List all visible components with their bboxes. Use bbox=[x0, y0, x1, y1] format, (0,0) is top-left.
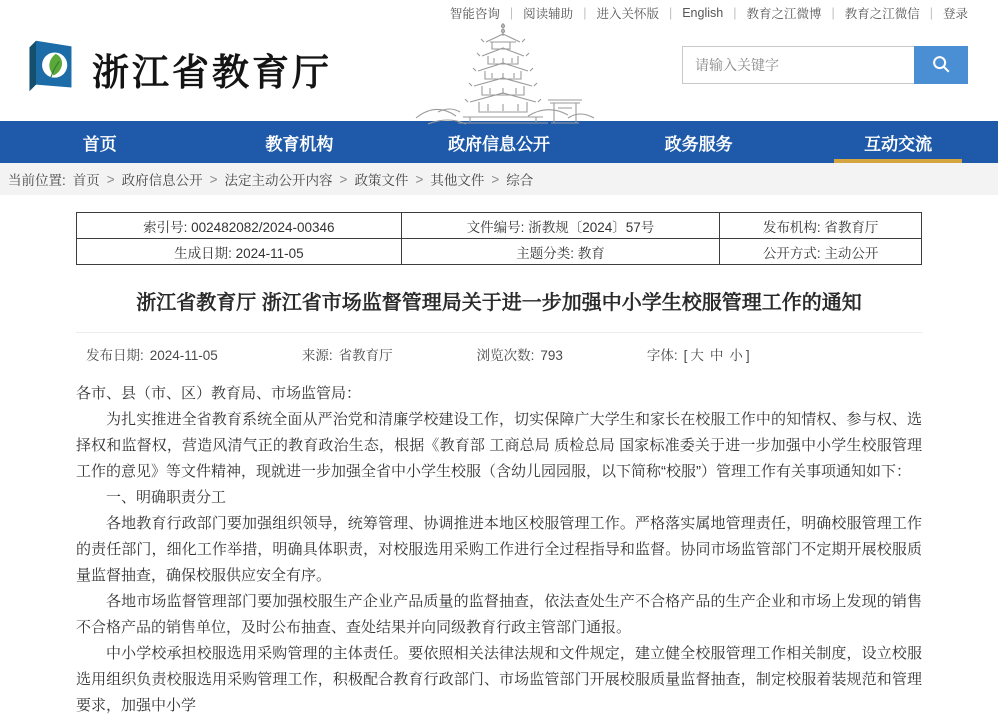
topbar-link-weibo[interactable]: 教育之江微博 bbox=[746, 7, 822, 21]
nav-item-interaction[interactable]: 互动交流 bbox=[798, 121, 998, 163]
document-content bbox=[76, 212, 922, 719]
topbar-divider: | bbox=[509, 6, 514, 20]
breadcrumb-prefix: 当前位置: bbox=[8, 173, 66, 188]
font-size-large-button[interactable]: 大 bbox=[690, 348, 704, 363]
font-size-small-button[interactable]: 小 bbox=[729, 348, 743, 363]
topbar-divider: | bbox=[733, 6, 737, 20]
topbar-divider: | bbox=[668, 6, 673, 20]
font-size-control bbox=[647, 344, 750, 364]
paragraph-education-depts: 各地教育行政部门要加强组织领导，统筹管理、协调推进本地区校服管理工作。严格落实属地管理责任，明确校服管理工作的责任部门，细化工作举措，明确具体职责，对校服选用采购工作进行全过程指导和监督。协同市场监管部门不定期开展校服质量监督抽查，确保校服供应安全有序。 bbox=[76, 515, 922, 584]
site-header bbox=[0, 26, 998, 121]
disclosure-method-cell: 公开方式: 主动公开 bbox=[720, 239, 922, 265]
breadcrumb-separator: > bbox=[106, 171, 115, 187]
view-count-value: 793 bbox=[540, 348, 563, 363]
paragraph-market-regulators: 各地市场监督管理部门要加强校服生产企业产品质量的监督抽查，依法查处生产不合格产品的生产企业和市场上发现的销售不合格产品的销售单位，及时公布抽查、查处结果并向同级教育行政主管部门通报。 bbox=[76, 593, 922, 636]
nav-item-gov-info[interactable]: 政府信息公开 bbox=[447, 134, 550, 154]
document-info-table bbox=[76, 212, 922, 265]
index-number-cell: 索引号: 002482082/2024-00346 bbox=[77, 213, 402, 239]
site-logo[interactable] bbox=[22, 38, 332, 99]
paragraph-intro: 为扎实推进全省教育系统全面从严治党和清廉学校建设工作，切实保障广大学生和家长在校服工作中的知情权、参与权、选择权和监督权，营造风清气正的教育政治生态，根据《教育部 工商总局 质检总局 国家标准委关于进一步加强中小学生校服管理工作的意见》等文件精神，现就进一步加强全省中小学生校服（含幼儿园园服，以下简称“校服”）管理工作有关事项通知如下： bbox=[76, 411, 922, 480]
source-value: 省教育厅 bbox=[338, 348, 393, 363]
breadcrumb-home[interactable]: 首页 bbox=[72, 173, 100, 188]
topbar-link-login[interactable]: 登录 bbox=[942, 7, 968, 21]
paragraph-section-heading: 一、明确职责分工 bbox=[106, 489, 227, 506]
nav-item-institutions[interactable]: 教育机构 bbox=[265, 134, 334, 154]
breadcrumb-separator: > bbox=[339, 171, 348, 187]
breadcrumb-separator: > bbox=[491, 171, 500, 187]
paragraph-salutation: 各市、县（市、区）教育局、市场监管局： bbox=[76, 385, 362, 402]
source-label: 来源: bbox=[301, 348, 333, 363]
article-meta-bar bbox=[76, 333, 922, 364]
topbar-link-reading-aid[interactable]: 阅读辅助 bbox=[523, 7, 574, 21]
main-navigation bbox=[0, 121, 998, 163]
view-count bbox=[477, 344, 563, 364]
book-leaf-logo-icon bbox=[22, 38, 78, 99]
search-input[interactable] bbox=[682, 46, 914, 84]
table-row bbox=[77, 213, 922, 239]
article-body bbox=[76, 381, 922, 719]
topbar-link-english[interactable]: English bbox=[682, 6, 724, 20]
nav-item-home[interactable]: 首页 bbox=[82, 134, 117, 154]
font-size-label: 字体: bbox=[646, 348, 678, 363]
search-box bbox=[682, 46, 968, 84]
font-size-medium-button[interactable]: 中 bbox=[709, 348, 724, 363]
topic-category-cell: 主题分类: 教育 bbox=[401, 239, 720, 265]
breadcrumb bbox=[0, 163, 998, 195]
publish-date bbox=[86, 344, 218, 364]
topbar-divider: | bbox=[583, 6, 587, 20]
site-title: 浙江省教育厅 bbox=[92, 52, 332, 94]
nav-item-gov-services[interactable]: 政务服务 bbox=[664, 134, 733, 154]
bracket: ] bbox=[745, 348, 750, 363]
search-icon bbox=[930, 53, 952, 78]
publish-date-label: 发布日期: bbox=[86, 348, 144, 363]
breadcrumb-legal-disclosure[interactable]: 法定主动公开内容 bbox=[224, 173, 333, 188]
page-title: 浙江省教育厅 浙江省市场监督管理局关于进一步加强中小学生校服管理工作的通知 bbox=[136, 292, 862, 314]
breadcrumb-general[interactable]: 综合 bbox=[506, 173, 534, 188]
breadcrumb-policy-docs[interactable]: 政策文件 bbox=[354, 173, 409, 188]
table-row bbox=[77, 239, 922, 265]
breadcrumb-separator: > bbox=[209, 171, 218, 187]
topbar-link-wechat[interactable]: 教育之江微信 bbox=[844, 7, 920, 21]
view-count-label: 浏览次数: bbox=[476, 348, 535, 363]
bracket: [ bbox=[683, 348, 688, 363]
breadcrumb-gov-info[interactable]: 政府信息公开 bbox=[121, 173, 203, 188]
creation-date-cell: 生成日期: 2024-11-05 bbox=[77, 239, 402, 265]
breadcrumb-other-docs[interactable]: 其他文件 bbox=[430, 173, 485, 188]
search-button[interactable] bbox=[914, 46, 968, 84]
file-number-cell: 文件编号: 浙教规〔2024〕57号 bbox=[401, 213, 720, 239]
paragraph-schools: 中小学校承担校服选用采购管理的主体责任。要依照相关法律法规和文件规定，建立健全校服管理工作相关制度，设立校服选用组织负责校服选用采购管理工作，积极配合教育行政部门、市场监管部门开展校服质量监督抽查，制定校服着装规范和管理要求，加强中小学 bbox=[76, 645, 922, 714]
topbar-divider: | bbox=[831, 6, 835, 20]
publish-date-value: 2024-11-05 bbox=[149, 348, 218, 363]
topbar-divider: | bbox=[929, 6, 933, 20]
breadcrumb-separator: > bbox=[415, 171, 424, 187]
source bbox=[302, 344, 393, 364]
issuing-agency-cell: 发布机构: 省教育厅 bbox=[720, 213, 922, 239]
topbar-link-care-version[interactable]: 进入关怀版 bbox=[596, 7, 659, 21]
topbar-link-smart-consult[interactable]: 智能咨询 bbox=[449, 7, 500, 21]
